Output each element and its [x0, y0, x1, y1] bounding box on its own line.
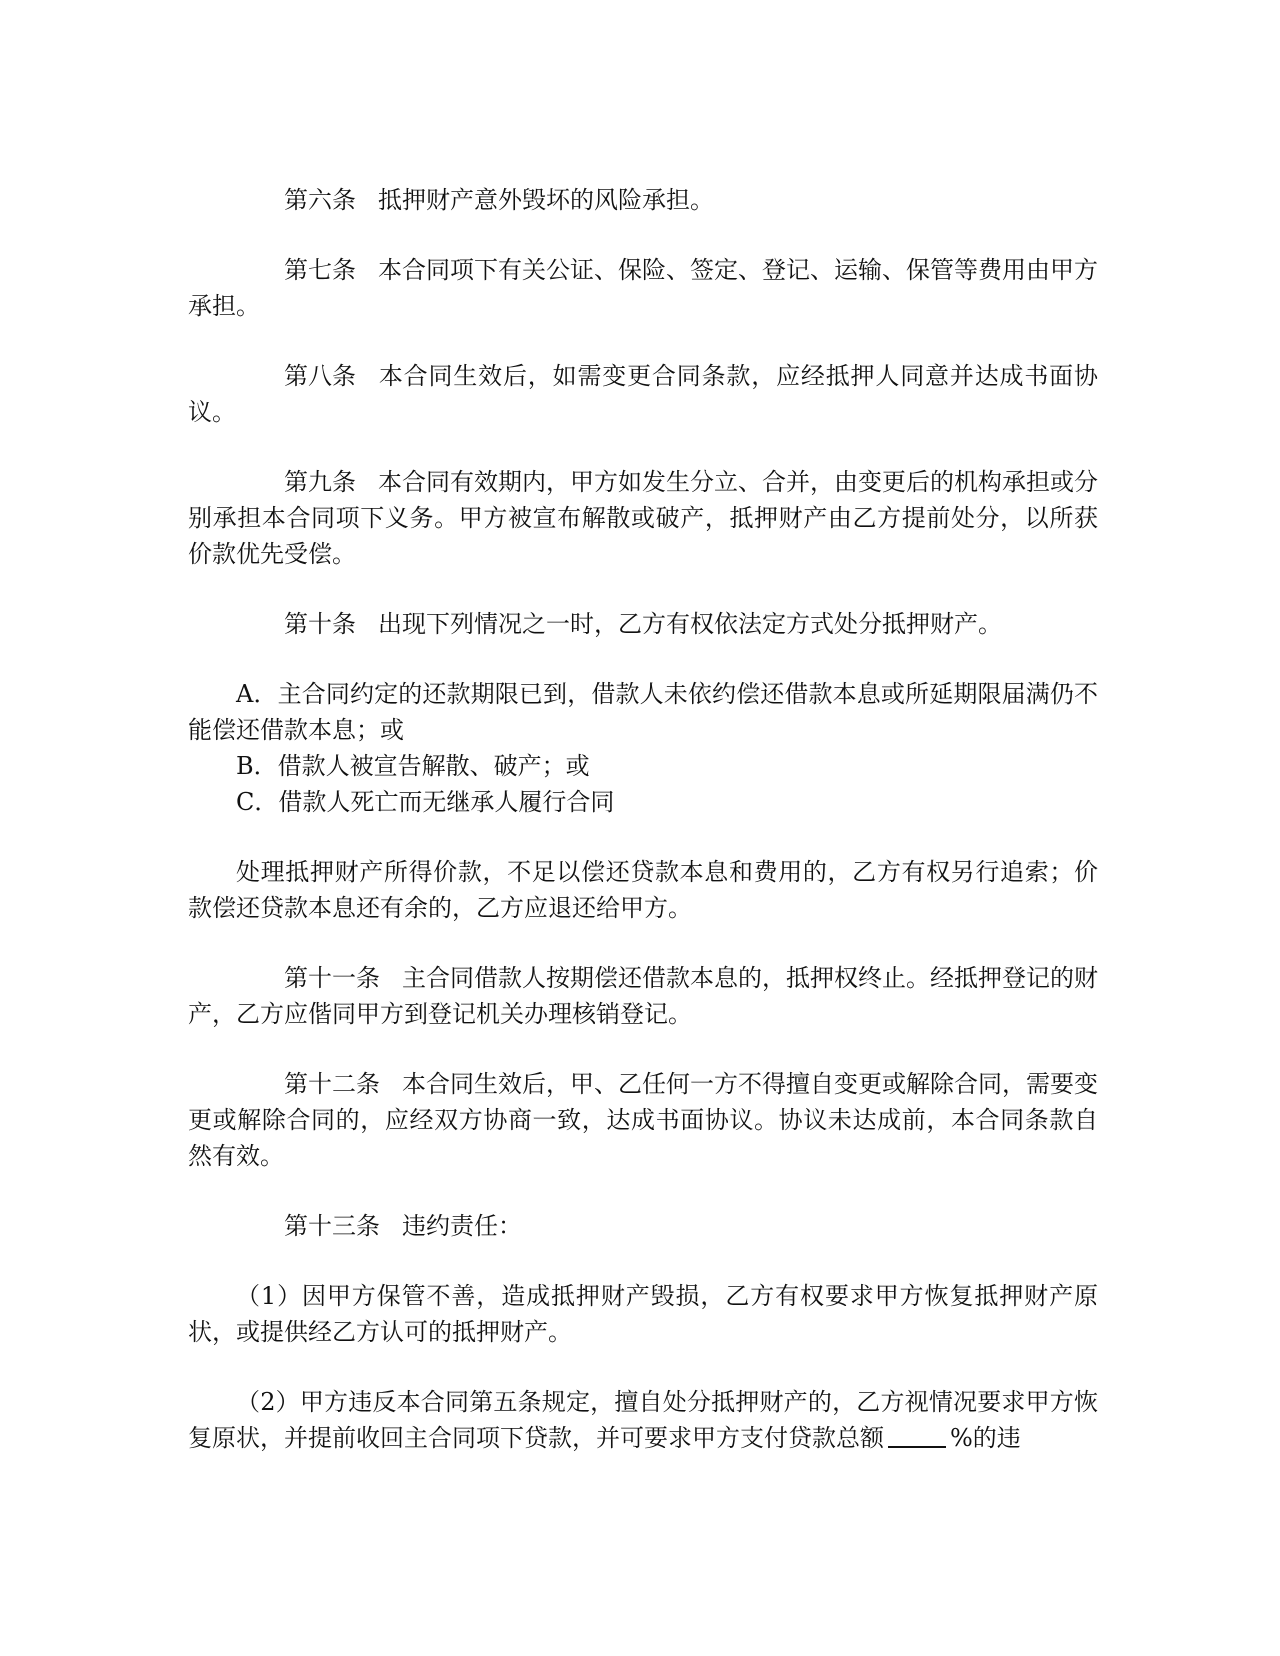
article-10-text: 出现下列情况之一时，乙方有权依法定方式处分抵押财产。	[378, 610, 1002, 638]
article-7	[188, 252, 1098, 324]
article-9-heading: 第九条	[284, 468, 356, 496]
article-10-item-a: A．主合同约定的还款期限已到，借款人未依约偿还借款本息或所延期限届满仍不能偿还借款本息；或	[188, 680, 1098, 744]
article-13	[188, 1208, 1098, 1244]
article-9-text: 本合同有效期内，甲方如发生分立、合并，由变更后的机构承担或分别承担本合同项下义务。甲方被宣布解散或破产，抵押财产由乙方提前处分，以所获价款优先受偿。	[188, 468, 1098, 568]
article-10-remainder: 处理抵押财产所得价款，不足以偿还贷款本息和费用的，乙方有权另行追索；价款偿还贷款本息还有余的，乙方应退还给甲方。	[188, 858, 1098, 922]
article-12-text: 本合同生效后，甲、乙任何一方不得擅自变更或解除合同，需要变更或解除合同的，应经双方协商一致，达成书面协议。协议未达成前，本合同条款自然有效。	[188, 1070, 1098, 1170]
article-13-clause-1: （1）因甲方保管不善，造成抵押财产毁损，乙方有权要求甲方恢复抵押财产原状，或提供经乙方认可的抵押财产。	[188, 1282, 1098, 1346]
article-10-item-b: B．借款人被宣告解散、破产；或	[236, 752, 590, 780]
article-6	[188, 182, 1098, 218]
document-body	[188, 182, 1098, 1456]
article-11-heading: 第十一条	[284, 964, 380, 992]
article-11-text: 主合同借款人按期偿还借款本息的，抵押权终止。经抵押登记的财产，乙方应偕同甲方到登记机关办理核销登记。	[188, 964, 1098, 1028]
article-12-heading: 第十二条	[284, 1070, 380, 1098]
article-13-text: 违约责任：	[402, 1212, 522, 1240]
article-8-text: 本合同生效后，如需变更合同条款，应经抵押人同意并达成书面协议。	[188, 362, 1098, 426]
article-10	[188, 606, 1098, 642]
article-13-heading: 第十三条	[284, 1212, 380, 1240]
article-7-heading: 第七条	[284, 256, 356, 284]
article-11	[188, 960, 1098, 1032]
article-6-heading: 第六条	[284, 186, 356, 214]
article-13-clause-2	[188, 1384, 1098, 1456]
percentage-blank-line	[888, 1422, 946, 1448]
article-6-text: 抵押财产意外毁坏的风险承担。	[378, 186, 714, 214]
article-8	[188, 358, 1098, 430]
article-13-clause-2-tail: %的违	[950, 1424, 1021, 1452]
article-8-heading: 第八条	[284, 362, 356, 390]
article-12	[188, 1066, 1098, 1174]
article-10-heading: 第十条	[284, 610, 356, 638]
article-7-text: 本合同项下有关公证、保险、签定、登记、运输、保管等费用由甲方承担。	[188, 256, 1098, 320]
article-9	[188, 464, 1098, 572]
article-13-clause-2-text: （2）甲方违反本合同第五条规定，擅自处分抵押财产的，乙方视情况要求甲方恢复原状，并提前收回主合同项下贷款，并可要求甲方支付贷款总额	[188, 1388, 1098, 1452]
article-10-item-c: C．借款人死亡而无继承人履行合同	[236, 788, 615, 816]
